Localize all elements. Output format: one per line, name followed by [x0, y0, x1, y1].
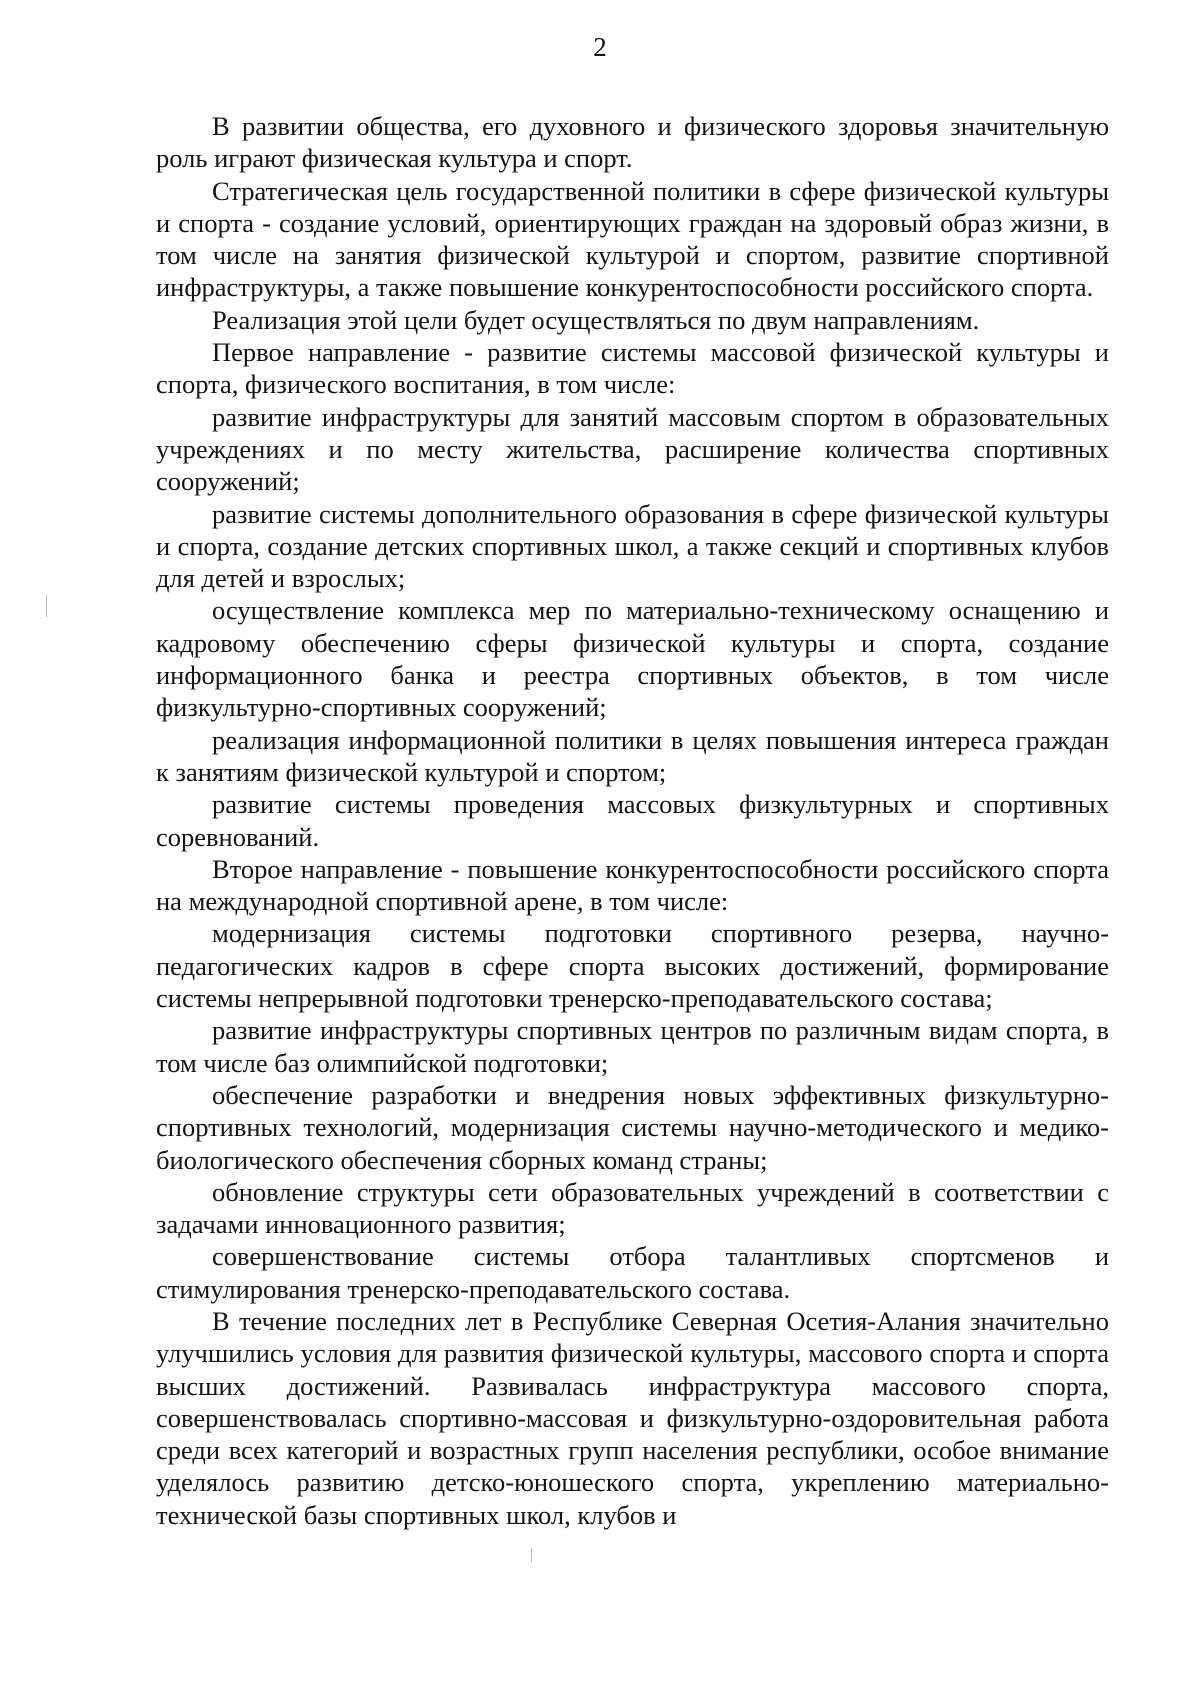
list-paragraph: осуществление комплекса мер по материально-техническому оснащению и кадровому обеспечению сферы физической культуры и спорта, создание информационного банка и реестра спортивных объектов, в том числе физкультурно-спортивных сооружений;	[156, 595, 1109, 723]
list-paragraph: развитие системы проведения массовых физкультурных и спортивных соревнований.	[156, 789, 1109, 852]
list-paragraph: модернизация системы подготовки спортивного резерва, научно-педагогических кадров в сфере спорта высоких достижений, формирование системы непрерывной подготовки тренерско-преподавательского состава;	[156, 918, 1109, 1014]
paragraph: В течение последних лет в Республике Северная Осетия-Алания значительно улучшились условия для развития физической культуры, массового спорта и спорта высших достижений. Развивалась инфраструктура массового спорта, совершенствовалась спортивно-массовая и физкультурно-оздоровительная работа среди всех категорий и возрастных групп населения республики, особое внимание уделялось развитию детско-юношеского спорта, укреплению материально-технической базы спортивных школ, клубов и	[156, 1305, 1109, 1530]
list-paragraph: развитие инфраструктуры спортивных центров по различным видам спорта, в том числе баз олимпийской подготовки;	[156, 1015, 1109, 1078]
list-paragraph: развитие инфраструктуры для занятий массовым спортом в образовательных учреждениях и по месту жительства, расширение количества спортивных сооружений;	[156, 401, 1109, 497]
list-paragraph: развитие системы дополнительного образования в сфере физической культуры и спорта, создание детских спортивных школ, а также секций и спортивных клубов для детей и взрослых;	[156, 498, 1109, 594]
list-paragraph: совершенствование системы отбора талантливых спортсменов и стимулирования тренерско-преподавательского состава.	[156, 1241, 1109, 1304]
paragraph: Реализация этой цели будет осуществляться по двум направлениям.	[212, 304, 980, 335]
document-body	[156, 110, 1109, 1531]
paragraph: Стратегическая цель государственной политики в сфере физической культуры и спорта - создание условий, ориентирующих граждан на здоровый образ жизни, в том числе на занятия физической культурой и спортом, развитие спортивной инфраструктуры, а также повышение конкурентоспособности российского спорта.	[156, 175, 1109, 303]
list-paragraph: обеспечение разработки и внедрения новых эффективных физкультурно-спортивных технологий, модернизация системы научно-методического и медико-биологического обеспечения сборных команд страны;	[156, 1079, 1109, 1175]
list-paragraph: обновление структуры сети образовательных учреждений в соответствии с задачами инновационного развития;	[156, 1176, 1109, 1240]
scan-artifact	[46, 595, 47, 617]
paragraph: Второе направление - повышение конкурентоспособности российского спорта на международной спортивной арене, в том числе:	[156, 853, 1109, 917]
paragraph: В развитии общества, его духовного и физического здоровья значительную роль играют физическая культура и спорт.	[156, 111, 1109, 174]
page-number: 2	[593, 32, 607, 62]
list-paragraph: реализация информационной политики в целях повышения интереса граждан к занятиям физической культурой и спортом;	[156, 724, 1109, 787]
scan-artifact	[531, 1548, 532, 1562]
paragraph: Первое направление - развитие системы массовой физической культуры и спорта, физического воспитания, в том числе:	[156, 337, 1109, 400]
